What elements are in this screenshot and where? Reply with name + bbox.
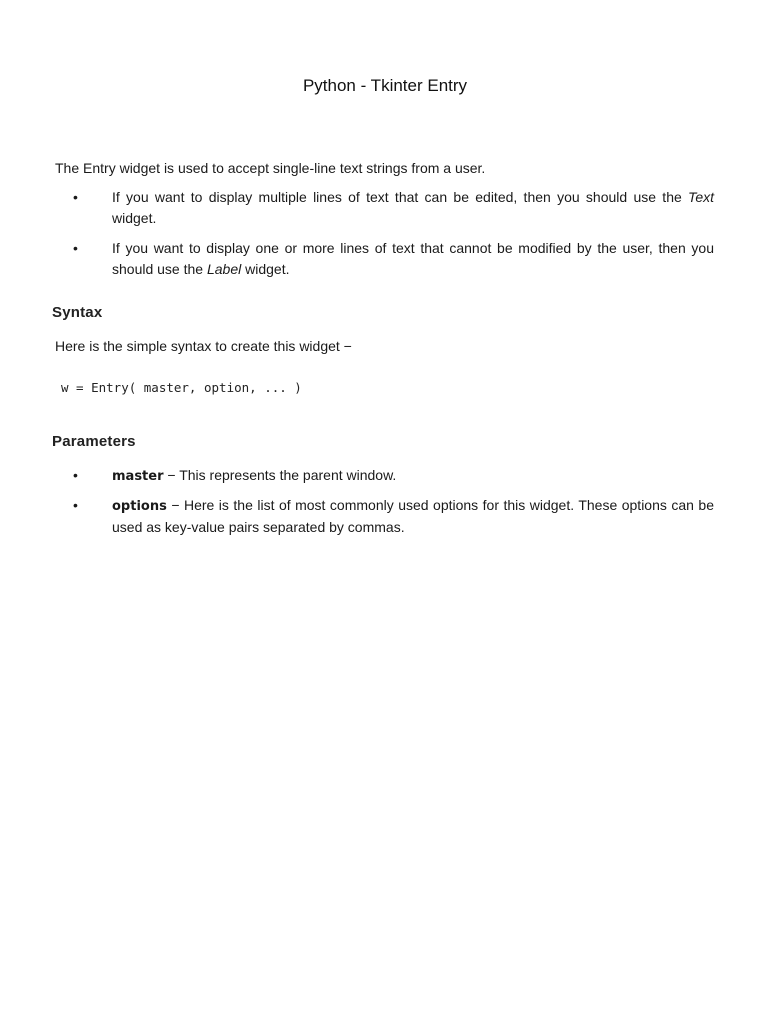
list-item-text-end: widget. [241, 261, 290, 277]
bullet-icon: • [73, 240, 78, 256]
bullet-icon: • [73, 189, 78, 205]
bullet-icon: • [73, 497, 78, 513]
list-item-text-start: If you want to display one or more lines of text that cannot be modified by the user, then you should use the [112, 240, 714, 277]
list-item-text-end: widget. [112, 210, 157, 226]
intro-paragraph: The Entry widget is used to accept single-line text strings from a user. [55, 160, 486, 176]
widget-name-emphasis: Label [206, 261, 242, 277]
parameter-description: − Here is the list of most commonly used options for this widget. These options can be used as key-value pairs separated by commas. [112, 497, 714, 535]
page-title: Python - Tkinter Entry [302, 76, 468, 95]
widget-name-emphasis: Text [688, 189, 714, 205]
list-item-text [112, 495, 714, 538]
list-item-text [112, 238, 714, 280]
parameter-description: − This represents the parent window. [163, 467, 397, 483]
list-item-text [112, 465, 714, 487]
list-item-text-start: If you want to display multiple lines of text that can be edited, then you should use the [112, 189, 689, 205]
parameters-heading: Parameters [52, 433, 136, 450]
bullet-icon: • [73, 467, 78, 483]
list-item-text [112, 187, 714, 229]
syntax-intro: Here is the simple syntax to create this widget − [55, 338, 352, 354]
syntax-heading: Syntax [52, 304, 103, 321]
code-sample: w = Entry( master, option, ... ) [61, 380, 302, 395]
parameter-term: options [112, 499, 167, 514]
parameter-term: master [112, 469, 164, 484]
